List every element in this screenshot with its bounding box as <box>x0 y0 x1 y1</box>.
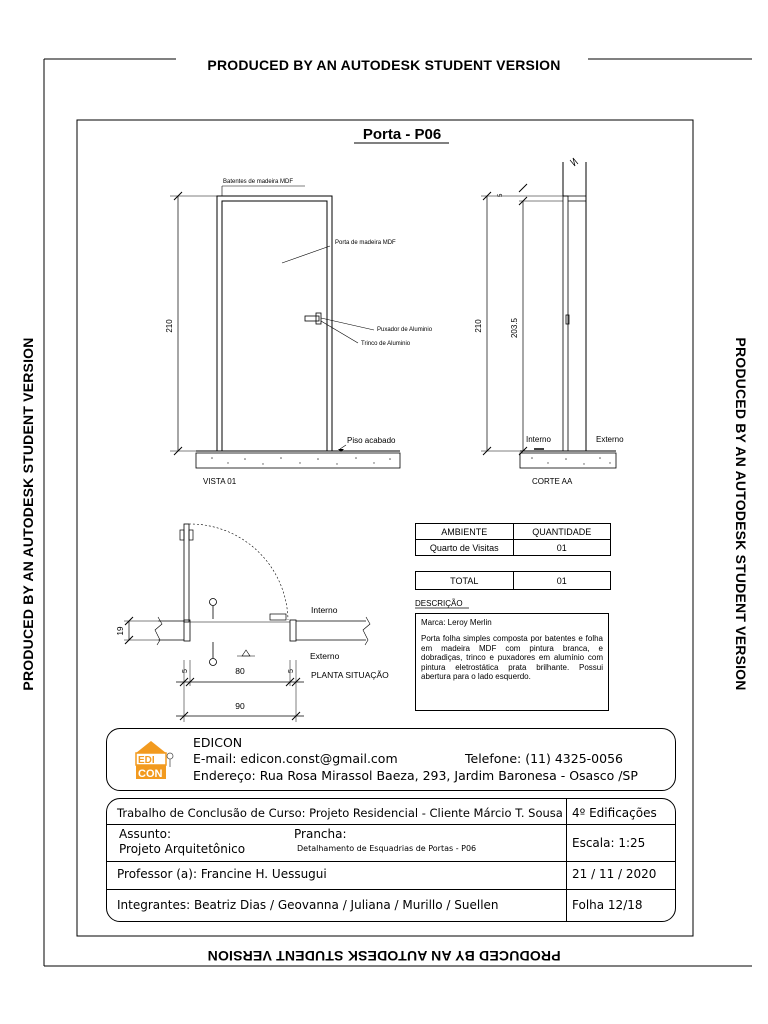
vista-elevation <box>170 186 400 468</box>
logo-top-text: EDI <box>138 755 155 766</box>
tb-members: Integrantes: Beatriz Dias / Geovanna / Juliana / Murillo / Suellen <box>117 898 499 912</box>
watermark-right: PRODUCED BY AN AUTODESK STUDENT VERSION <box>733 337 749 691</box>
tb-project: Trabalho de Conclusão de Curso: Projeto Residencial - Cliente Márcio T. Sousa <box>117 806 563 820</box>
tb-assunto-label: Assunto: <box>119 827 172 841</box>
tb-prancha-value: Detalhamento de Esquadrias de Portas - P06 <box>297 844 477 853</box>
cell-quantidade: 01 <box>513 540 611 556</box>
table-row <box>416 524 611 540</box>
watermark-left: PRODUCED BY AN AUTODESK STUDENT VERSION <box>20 337 36 691</box>
title-block <box>106 798 676 922</box>
label-vista: VISTA 01 <box>203 477 237 486</box>
label-batentes: Batentes de madeira MDF <box>223 179 294 185</box>
corte-section <box>481 158 616 468</box>
company-name: EDICON <box>193 735 243 750</box>
floor-slab <box>196 453 400 468</box>
cell-ambiente: Quarto de Visitas <box>416 540 514 556</box>
total-table <box>415 571 611 590</box>
dim-corte-total: 210 <box>474 319 483 333</box>
tb-professor: Professor (a): Francine H. Uessugui <box>117 867 327 881</box>
logo-bottom-text: CON <box>138 768 163 780</box>
label-planta: PLANTA SITUAÇÃO <box>311 670 389 680</box>
description-text: Porta folha simples composta por batentes e folha em madeira MDF com pintura branca, e dobradiças, trinco e puxadores em alumínio com pintura eletrostática prata brilhante. Possui abertura para o lado esquerdo. <box>421 634 603 682</box>
drawing-title: Porta - P06 <box>362 126 442 143</box>
tb-prancha-label: Prancha: <box>294 827 347 841</box>
label-corte-interno: Interno <box>526 435 551 444</box>
dim-planta-wall: 19 <box>116 626 125 636</box>
label-puxador: Puxador de Aluminio <box>377 327 433 333</box>
dim-corte-top: 5 <box>498 193 504 197</box>
table-row <box>416 540 611 556</box>
company-phone: Telefone: (11) 4325-0056 <box>465 751 623 766</box>
dim-planta-right: 5 <box>288 669 295 673</box>
dim-planta-left: 5 <box>182 669 189 673</box>
header-quantidade: QUANTIDADE <box>513 524 611 540</box>
dim-planta-total: 90 <box>235 701 245 711</box>
header-ambiente: AMBIENTE <box>416 524 514 540</box>
description-heading: DESCRIÇÃO <box>415 599 463 608</box>
edicon-logo <box>133 739 175 781</box>
label-planta-interno: Interno <box>311 605 338 615</box>
label-piso: Piso acabado <box>347 436 396 445</box>
tb-assunto-value: Projeto Arquitetônico <box>119 842 246 856</box>
schedule-table <box>415 523 611 556</box>
planta-plan <box>124 524 370 722</box>
table-row <box>416 572 611 590</box>
tb-scale: Escala: 1:25 <box>572 836 646 850</box>
label-corte-externo: Externo <box>596 435 624 444</box>
description-box <box>415 613 609 711</box>
company-block <box>106 728 676 791</box>
dim-planta-opening: 80 <box>235 666 245 676</box>
label-trinco: Trinco de Aluminio <box>361 341 411 347</box>
watermark-top: PRODUCED BY AN AUTODESK STUDENT VERSION <box>207 57 561 73</box>
tb-sheet: Folha 12/18 <box>572 898 643 912</box>
total-label: TOTAL <box>416 572 514 590</box>
label-porta: Porta de madeira MDF <box>335 240 396 246</box>
tb-date: 21 / 11 / 2020 <box>572 867 657 881</box>
dim-corte-leaf: 203.5 <box>510 317 519 339</box>
company-email: E-mail: edicon.const@gmail.com <box>193 751 398 766</box>
dim-vista-height: 210 <box>165 319 174 333</box>
label-corte: CORTE AA <box>532 477 573 486</box>
company-address: Endereço: Rua Rosa Mirassol Baeza, 293, Jardim Baronesa - Osasco /SP <box>193 768 638 783</box>
watermark-bottom: PRODUCED BY AN AUTODESK STUDENT VERSION <box>207 948 561 964</box>
tb-course: 4º Edificações <box>572 806 657 820</box>
label-planta-externo: Externo <box>310 651 340 661</box>
description-brand: Marca: Leroy Merlin <box>421 618 492 627</box>
total-value: 01 <box>513 572 611 590</box>
